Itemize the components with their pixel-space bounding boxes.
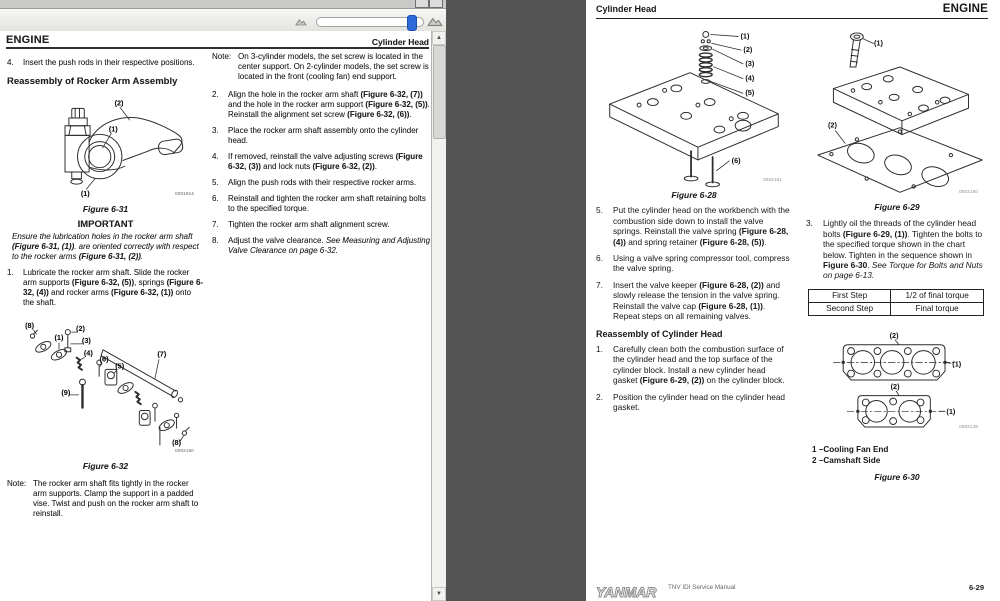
svg-text:(1): (1): [108, 124, 118, 134]
step-number: 1.: [596, 343, 603, 354]
right-column: [806, 24, 988, 482]
svg-text:(5): (5): [745, 88, 755, 98]
zoom-out-icon[interactable]: [295, 18, 307, 26]
torque-table: [808, 289, 984, 316]
step-number: 4.: [7, 58, 14, 67]
zoom-in-icon[interactable]: [427, 16, 443, 27]
step-text: Carefully clean both the combustion surface of the cylinder head and the top surface of the cylinder block. Install a new cylinder head gasket (Figure 6-29, (2)) on the cylinder block.: [613, 343, 785, 386]
instruction-step: [212, 220, 431, 230]
yanmar-logo: YANMAR: [596, 583, 657, 600]
table-row: [809, 302, 984, 315]
svg-text:(2): (2): [827, 120, 837, 130]
window-titlebar[interactable]: [0, 0, 446, 9]
svg-text:(1): (1): [740, 31, 750, 41]
instruction-step: [212, 236, 431, 256]
important-text: Ensure the lubrication holes in the rocker arm shaft (Figure 6-31, (1)). are oriented correctly with respect to the rocker arms (Figure 6-31, (2)).: [12, 232, 199, 261]
table-row: [809, 289, 984, 302]
step-text: Put the cylinder head on the workbench with the combustion side down to install the valve springs. Reinstall the valve spring (Figure 6-28, (4)) and spring retainer (Figure 6-28, (5)).: [613, 205, 790, 247]
left-column: [7, 52, 204, 519]
svg-text:(3): (3): [81, 335, 91, 345]
figure-scan-number: 0001914: [175, 191, 194, 196]
step-text: Adjust the valve clearance. See Measuring and Adjusting Valve Clearance on page 6-32.: [228, 236, 431, 255]
footer-manual-title: TNV IDI Service Manual: [668, 583, 736, 591]
left-column: [596, 24, 792, 412]
svg-text:(6): (6): [99, 354, 109, 364]
scroll-down-button[interactable]: ▼: [432, 587, 446, 601]
figure-6-30: [806, 322, 988, 436]
svg-text:(2): (2): [114, 98, 123, 108]
step-number: 4.: [212, 152, 219, 161]
note-label: Note:: [212, 52, 232, 61]
figure-legend-item: 1 –Cooling Fan End: [812, 444, 889, 454]
figure-6-31: [7, 90, 204, 202]
svg-text:(1): (1): [952, 359, 962, 369]
instruction-step: [7, 268, 204, 308]
document-page-right: [586, 0, 1000, 601]
table-cell: 1/2 of final torque: [891, 289, 984, 302]
note-label: Note:: [7, 479, 27, 488]
step-number: 6.: [212, 194, 219, 203]
right-column: [212, 52, 431, 256]
figure-legend-item: 2 –Camshaft Side: [812, 456, 881, 466]
document-page-left: [0, 31, 432, 601]
window-button[interactable]: [415, 0, 429, 8]
instruction-step: [212, 152, 431, 172]
svg-text:(5): (5): [114, 361, 124, 371]
instruction-step: [212, 90, 431, 120]
step-text: Insert the push rods in their respective positions.: [23, 58, 195, 67]
svg-text:(2): (2): [890, 381, 900, 391]
step-text: If removed, reinstall the valve adjusting screws (Figure 6-32, (3)) and lock nuts (Figure 6-32, (2)).: [228, 152, 423, 171]
figure-6-29: [806, 28, 988, 200]
figure-caption: Figure 6-29: [874, 202, 920, 212]
page-header-topic: Cylinder Head: [371, 37, 429, 47]
instruction-step: [212, 194, 431, 214]
figure-caption: Figure 6-30: [874, 471, 920, 482]
instruction-step: [596, 205, 792, 247]
step-text: Lubricate the rocker arm shaft. Slide the rocker arm supports (Figure 6-32, (5)), springs (Figure 6-32, (4)) and rocker arms (Figure 6-32, (1)) onto the shaft.: [23, 268, 204, 307]
svg-text:(2): (2): [743, 45, 753, 55]
figure-scan-number: 0002150: [959, 188, 978, 194]
note-block: [7, 479, 204, 519]
step-number: 8.: [212, 236, 219, 245]
instruction-step: [596, 344, 792, 386]
step-number: 7.: [212, 220, 219, 229]
step-number: 5.: [212, 178, 219, 187]
svg-text:(8): (8): [171, 437, 181, 447]
svg-text:(1): (1): [873, 38, 883, 48]
viewer-toolbar: [0, 9, 446, 33]
svg-text:(2): (2): [75, 324, 85, 334]
instruction-step: [596, 280, 792, 322]
scrollbar-thumb[interactable]: [433, 45, 446, 139]
page-header: [596, 4, 988, 19]
step-number: 5.: [596, 205, 603, 216]
figure-scan-number: 0002151: [763, 176, 782, 182]
note-block: [212, 52, 431, 82]
svg-text:(1): (1): [946, 407, 956, 417]
figure-6-32: [7, 316, 204, 459]
window-button[interactable]: [429, 0, 443, 8]
step-number: 7.: [596, 279, 603, 290]
step-text: Align the hole in the rocker arm shaft (Figure 6-32, (7)) and the hole in the rocker arm support (Figure 6-32, (5)). Reinstall the alignment set screw (Figure 6-32, (6)).: [228, 90, 430, 119]
svg-text:(2): (2): [889, 330, 899, 340]
page-header-section: ENGINE: [942, 3, 988, 15]
svg-text:(3): (3): [745, 58, 755, 68]
pdf-viewer-window: [0, 0, 446, 601]
table-cell: Second Step: [809, 302, 891, 315]
footer-page-number: 6-29: [968, 582, 984, 592]
step-text: Position the cylinder head on the cylinder head gasket.: [613, 391, 786, 412]
instruction-step: [212, 126, 431, 146]
page-header-topic: Cylinder Head: [596, 4, 657, 14]
step-number: 2.: [596, 391, 603, 402]
figure-6-28: [596, 26, 792, 188]
figure-scan-number: 0002149: [959, 424, 978, 430]
svg-text:(1): (1): [53, 332, 63, 342]
svg-text:(4): (4): [745, 73, 755, 83]
step-text: Place the rocker arm shaft assembly onto the cylinder head.: [228, 126, 419, 145]
step-number: 6.: [596, 253, 603, 264]
vertical-scrollbar[interactable]: [431, 31, 446, 601]
step-number: 3.: [806, 218, 813, 229]
instruction-step: [596, 253, 792, 274]
table-cell: Final torque: [891, 302, 984, 315]
figure-caption: Figure 6-28: [671, 190, 717, 200]
step-text: Insert the valve keeper (Figure 6-28, (2)) and slowly release the tension in the valve spring. Reinstall the valve cap (Figure 6-28, (1)). Repeat steps on all remaining valves.: [613, 279, 780, 322]
figure-caption: Figure 6-32: [82, 461, 129, 471]
step-text: Tighten the rocker arm shaft alignment screw.: [228, 220, 390, 229]
svg-text:(9): (9): [60, 387, 70, 397]
svg-text:(7): (7): [156, 349, 166, 359]
step-text: Align the push rods with their respective rocker arms.: [228, 178, 417, 187]
zoom-slider-thumb[interactable]: [407, 15, 417, 31]
note-text: The rocker arm shaft fits tightly in the rocker arm supports. Clamp the support in a padded vise. Twist and push on the rocker arm shaft to reinstall.: [33, 479, 199, 518]
section-heading: Reassembly of Cylinder Head: [596, 329, 723, 340]
instruction-step: [7, 58, 204, 68]
table-cell: First Step: [809, 289, 891, 302]
important-title: IMPORTANT: [77, 219, 134, 230]
instruction-step: [806, 218, 988, 280]
step-text: Reinstall and tighten the rocker arm shaft retaining bolts to the specified torque.: [228, 194, 426, 213]
svg-text:(1): (1): [80, 189, 90, 199]
figure-scan-number: 0002160: [175, 448, 194, 453]
svg-text:(6): (6): [731, 155, 741, 165]
step-number: 3.: [212, 126, 219, 135]
section-heading: Reassembly of Rocker Arm Assembly: [7, 76, 178, 87]
zoom-slider[interactable]: [316, 17, 424, 27]
step-number: 1.: [7, 268, 14, 277]
step-text: Lightly oil the threads of the cylinder head bolts (Figure 6-29, (1)). Tighten the bolts to the specified torque shown in the chart below. Tighten in the sequence shown in Figure 6-30. See Torque for Bolts and Nuts on page 6-13.: [823, 218, 983, 281]
instruction-step: [212, 178, 431, 188]
step-number: 2.: [212, 90, 219, 99]
page-header-section: ENGINE: [6, 34, 50, 46]
page-header: [6, 34, 429, 49]
svg-text:(8): (8): [24, 321, 34, 331]
note-text: On 3-cylinder models, the set screw is located in the center support. On 2-cylinder models, the set screw is located in the front (cooling fan) end support.: [238, 52, 429, 81]
instruction-step: [596, 392, 792, 413]
step-text: Using a valve spring compressor tool, compress the valve spring.: [613, 253, 790, 274]
svg-text:(4): (4): [83, 348, 93, 358]
scroll-up-button[interactable]: ▲: [432, 31, 446, 45]
figure-caption: Figure 6-31: [82, 204, 129, 214]
